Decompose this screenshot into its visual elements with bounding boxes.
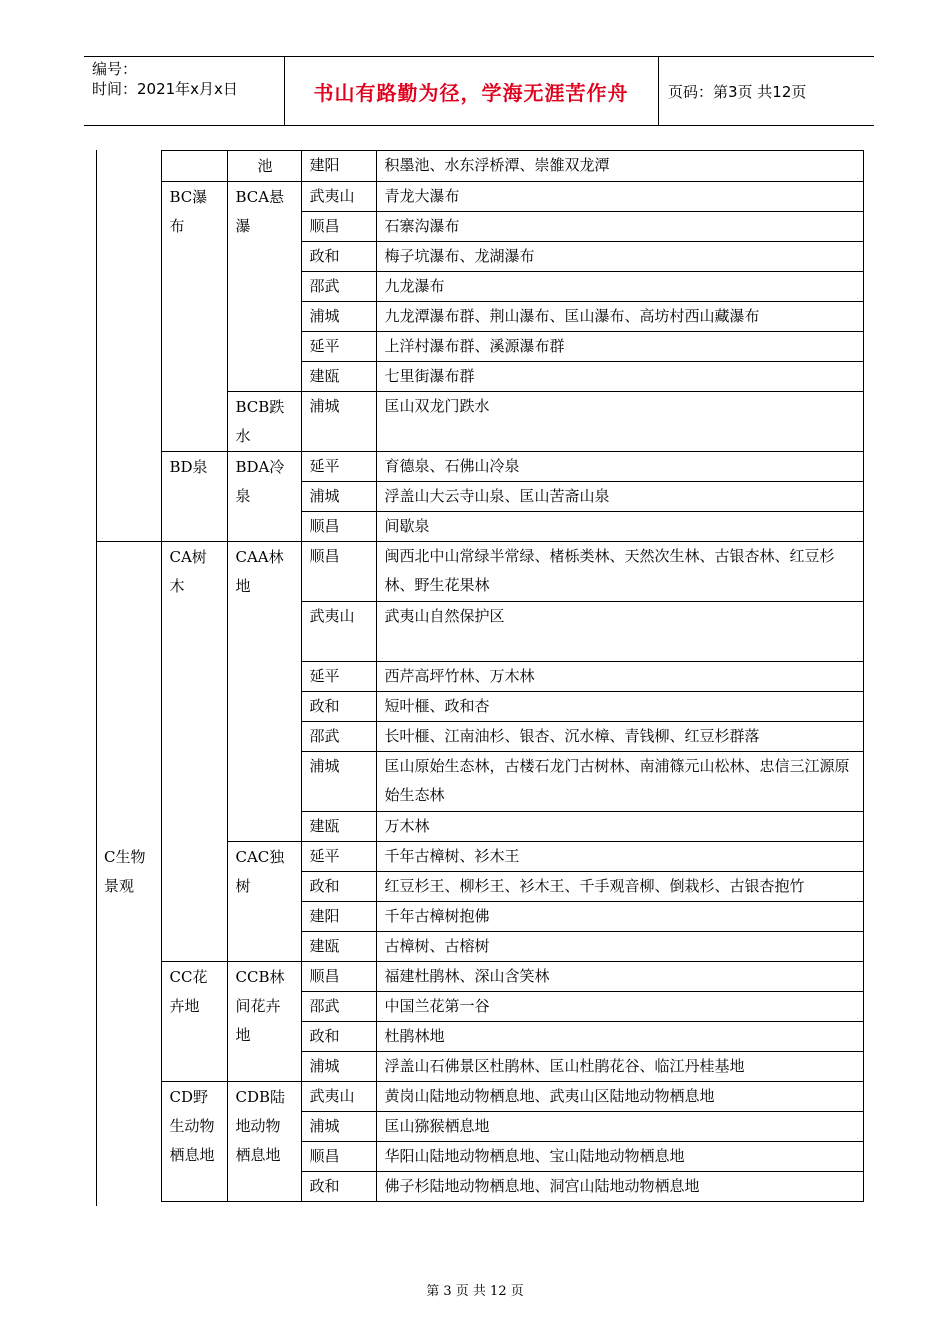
page-header: [84, 56, 874, 126]
county-cell: 延平: [301, 662, 376, 692]
site-cell: 石寨沟瀑布: [376, 212, 863, 242]
county-cell: 顺昌: [301, 512, 376, 542]
site-cell: 杜鹃林地: [376, 1022, 863, 1052]
time-label: 时间：2021年x月x日: [92, 80, 238, 98]
table-row: [96, 1082, 863, 1112]
county-cell: 顺昌: [301, 212, 376, 242]
subcategory-cell: [161, 151, 227, 182]
site-cell: 长叶榧、江南油杉、银杏、沉水樟、青钱柳、红豆杉群落: [376, 722, 863, 752]
site-cell: 红豆杉王、柳杉王、衫木王、千手观音柳、倒栽杉、古银杏抱竹: [376, 872, 863, 902]
type-cell: CAA林地: [227, 542, 301, 842]
subcategory-cell: BC瀑布: [161, 182, 227, 452]
site-cell: 育德泉、石佛山冷泉: [376, 452, 863, 482]
site-cell: 万木林: [376, 812, 863, 842]
page-footer: 第 3 页 共 12 页: [426, 1284, 524, 1299]
county-cell: 延平: [301, 452, 376, 482]
county-cell: 政和: [301, 872, 376, 902]
site-cell: 浮盖山石佛景区杜鹃林、匡山杜鹃花谷、临江丹桂基地: [376, 1052, 863, 1082]
county-cell: 浦城: [301, 482, 376, 512]
type-cell: BDA冷泉: [227, 452, 301, 542]
table-row: [96, 962, 863, 992]
site-cell: 闽西北中山常绿半常绿、楮栎类林、天然次生林、古银杏林、红豆杉林、野生花果林: [376, 542, 863, 602]
county-cell: 浦城: [301, 1112, 376, 1142]
site-cell: 九龙瀑布: [376, 272, 863, 302]
header-motto: 书山有路勤为径，学海无涯苦作舟: [313, 80, 629, 105]
county-cell: 浦城: [301, 392, 376, 452]
subcategory-cell: CC花卉地: [161, 962, 227, 1082]
header-page-label: 页码：第3页 共12页: [668, 82, 807, 101]
type-cell: CAC独树: [227, 842, 301, 962]
site-cell: 佛子杉陆地动物栖息地、洞宫山陆地动物栖息地: [376, 1172, 863, 1202]
county-cell: 建瓯: [301, 812, 376, 842]
site-cell: 青龙大瀑布: [376, 182, 863, 212]
site-cell: 浮盖山大云寺山泉、匡山苦斋山泉: [376, 482, 863, 512]
category-cell: C生物景观: [96, 542, 161, 1202]
site-cell: 匡山原始生态林，古楼石龙门古树林、南浦篠元山松林、忠信三江源原始生态林: [376, 752, 863, 812]
subcategory-cell: CD野生动物栖息地: [161, 1082, 227, 1202]
site-cell: 华阳山陆地动物栖息地、宝山陆地动物栖息地: [376, 1142, 863, 1172]
type-cell: CCB林间花卉地: [227, 962, 301, 1082]
site-cell: 上洋村瀑布群、溪源瀑布群: [376, 332, 863, 362]
site-cell: 千年古樟树、衫木王: [376, 842, 863, 872]
subcategory-cell: CA树木: [161, 542, 227, 962]
site-cell: 间歇泉: [376, 512, 863, 542]
type-cell: BCB跌水: [227, 392, 301, 452]
county-cell: 政和: [301, 1172, 376, 1202]
county-cell: 延平: [301, 842, 376, 872]
table-row: [96, 542, 863, 602]
table-row: [96, 452, 863, 482]
county-cell: 政和: [301, 692, 376, 722]
county-cell: 政和: [301, 1022, 376, 1052]
site-cell: 武夷山自然保护区: [376, 602, 863, 662]
type-cell: CDB陆地动物栖息地: [227, 1082, 301, 1202]
county-cell: 武夷山: [301, 1082, 376, 1112]
county-cell: 顺昌: [301, 1142, 376, 1172]
county-cell: 顺昌: [301, 542, 376, 602]
type-cell: BCA悬瀑: [227, 182, 301, 392]
county-cell: 浦城: [301, 302, 376, 332]
header-divider: [658, 57, 659, 125]
site-cell: 中国兰花第一谷: [376, 992, 863, 1022]
site-cell: 匡山猕猴栖息地: [376, 1112, 863, 1142]
site-cell: 黄岗山陆地动物栖息地、武夷山区陆地动物栖息地: [376, 1082, 863, 1112]
site-cell: 匡山双龙门跌水: [376, 392, 863, 452]
subcategory-cell: BD泉: [161, 452, 227, 542]
county-cell: 顺昌: [301, 962, 376, 992]
landscape-resource-table: [96, 150, 864, 1202]
table-row: [96, 182, 863, 212]
county-cell: 建瓯: [301, 932, 376, 962]
county-cell: 邵武: [301, 722, 376, 752]
site-cell: 千年古樟树抱佛: [376, 902, 863, 932]
type-cell: 池: [227, 151, 301, 182]
number-label: 编号：: [92, 60, 138, 78]
county-cell: 武夷山: [301, 602, 376, 662]
county-cell: 邵武: [301, 992, 376, 1022]
county-cell: 武夷山: [301, 182, 376, 212]
table-body: [96, 151, 863, 1202]
county-cell: 浦城: [301, 1052, 376, 1082]
county-cell: 建阳: [301, 151, 376, 182]
county-cell: 建阳: [301, 902, 376, 932]
category-cell: [96, 151, 161, 542]
county-cell: 政和: [301, 242, 376, 272]
site-cell: 七里街瀑布群: [376, 362, 863, 392]
site-cell: 西芹高坪竹林、万木林: [376, 662, 863, 692]
table-row: [96, 151, 863, 182]
site-cell: 九龙潭瀑布群、荆山瀑布、匡山瀑布、高坊村西山藏瀑布: [376, 302, 863, 332]
site-cell: 梅子坑瀑布、龙湖瀑布: [376, 242, 863, 272]
county-cell: 建瓯: [301, 362, 376, 392]
header-meta: [92, 59, 282, 99]
county-cell: 浦城: [301, 752, 376, 812]
site-cell: 古樟树、古榕树: [376, 932, 863, 962]
site-cell: 短叶榧、政和杏: [376, 692, 863, 722]
county-cell: 邵武: [301, 272, 376, 302]
site-cell: 福建杜鹃林、深山含笑林: [376, 962, 863, 992]
county-cell: 延平: [301, 332, 376, 362]
site-cell: 积墨池、水东浮桥潭、崇雒双龙潭: [376, 151, 863, 182]
